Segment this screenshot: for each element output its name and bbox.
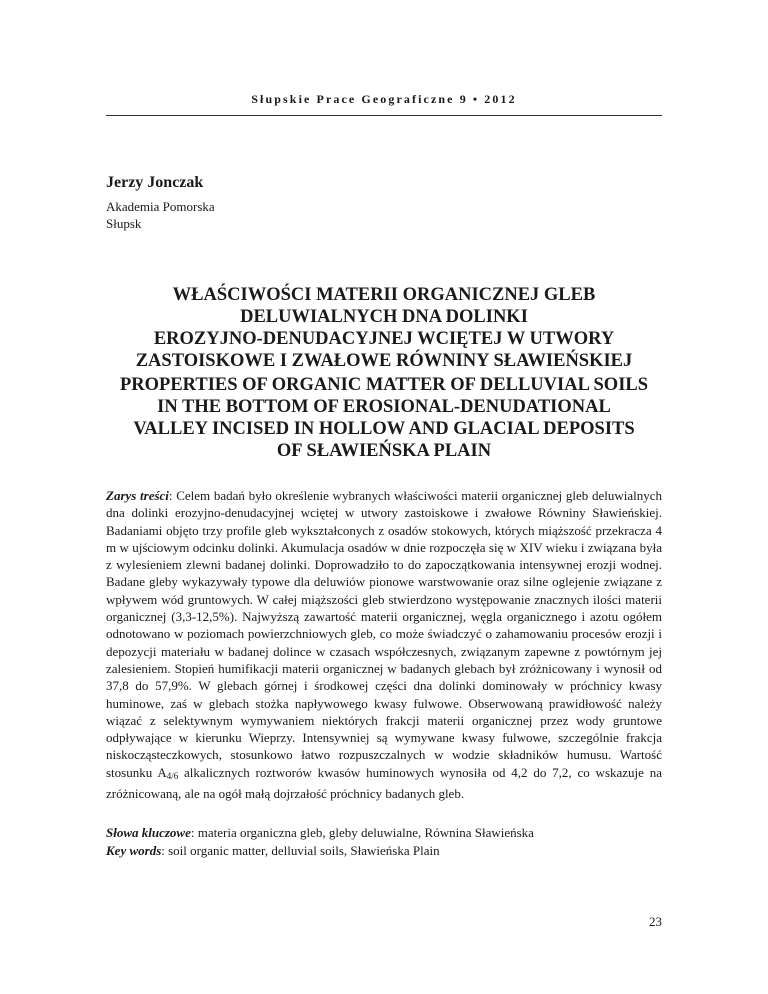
keywords-polish bbox=[106, 825, 534, 841]
abstract-text: : Celem badań było określenie wybranych właściwości materii organicznej gleb deluwialnych dna dolinki erozyjno-denudacyjnej wciętej w utwory zastoiskowe i zwałowe Równiny Sławieńskiej. Badaniami objęto trzy profile gleb wykształconych z osadów stokowych, których miąższość przekracza 4 m w ujściowym odcinku dolinki. Akumulacja osadów w dnie rozpoczęła się w XIV wieku i związana była z wylesieniem zlewni badanej dolinki. Doprowadziło to do zapoczątkowania intensywnej erozji wodnej. Badane gleby wykazywały typowe dla deluwiów pionowe warstwowanie oraz silne oglejenie związane z wpływem wód gruntowych. W całej miąższości gleb stwierdzono występowanie znacznych ilości materii organicznej (3,3-12,5%). Najwyższą zawartość materii organicznej, węgla organicznego i azotu ogółem odnotowano w poziomach powierzchniowych gleb, co może świadczyć o zahamowaniu procesów erozji i depozycji materiału w badanej dolince w czasach współczesnych, związanym zapewne z powtórnym jej zalesieniem. Stopień humifikacji materii organicznej w badanych glebach był zróżnicowany i wynosił od 37,8 do 57,9%. W glebach górnej i środkowej części dna dolinki dominowały w próchnicy kwasy huminowe, zaś w glebach stożka napływowego kwasy fulwowe. Obserwowaną prawidłowość należy wiązać z selektywnym wymywaniem niektórych frakcji materii organicznej przez wody gruntowe odpływające w kierunku Wieprzy. Intensywniej są wymywane kwasy fulwowe, szczególnie frakcja niskocząsteczkowych, stosunkowo łatwo rozpuszczalnych w wodzie składników humusu. Wartość stosunku A bbox=[106, 488, 662, 780]
title-en-line: VALLEY INCISED IN HOLLOW AND GLACIAL DEPOSITS bbox=[133, 419, 635, 439]
keywords-en-label: Key words bbox=[106, 843, 162, 858]
abstract-text-end: alkalicznych roztworów kwasów huminowych wynosiła od 4,2 do 7,2, co wskazuje na zróżnicowaną, ale na ogół małą dojrzałość próchnicy badanych gleb. bbox=[106, 764, 663, 802]
abstract bbox=[106, 487, 662, 802]
author-city: Słupsk bbox=[106, 216, 142, 231]
title-pl-line: DELUWIALNYCH DNA DOLINKI bbox=[240, 307, 528, 327]
author-name: Jerzy Jonczak bbox=[106, 174, 204, 191]
keywords-pl-text: : materia organiczna gleb, gleby deluwialne, Równina Sławieńska bbox=[190, 825, 534, 840]
page-number: 23 bbox=[649, 914, 662, 929]
keywords-en-text: : soil organic matter, delluvial soils, Sławieńska Plain bbox=[161, 843, 440, 858]
author-affiliation: Akademia Pomorska bbox=[106, 199, 215, 214]
title-pl-line: ZASTOISKOWE I ZWAŁOWE RÓWNINY SŁAWIEŃSKIEJ bbox=[135, 351, 633, 371]
abstract-label: Zarys treści bbox=[106, 488, 169, 503]
header-rule bbox=[106, 115, 662, 116]
title-en-line: OF SŁAWIEŃSKA PLAIN bbox=[276, 441, 492, 461]
title-pl-line: EROZYJNO-DENUDACYJNEJ WCIĘTEJ W UTWORY bbox=[153, 329, 615, 349]
keywords-english bbox=[106, 843, 440, 859]
keywords-pl-label: Słowa kluczowe bbox=[106, 825, 191, 840]
journal-header: Słupskie Prace Geograficzne 9 • 2012 bbox=[251, 92, 517, 106]
title-en-line: PROPERTIES OF ORGANIC MATTER OF DELLUVIAL SOILS bbox=[119, 375, 649, 395]
title-english bbox=[106, 374, 662, 462]
abstract-subscript: 4/6 bbox=[166, 770, 179, 781]
title-en-line: IN THE BOTTOM OF EROSIONAL-DENUDATIONAL bbox=[157, 397, 611, 417]
title-pl-line: WŁAŚCIWOŚCI MATERII ORGANICZNEJ GLEB bbox=[172, 285, 596, 305]
title-polish bbox=[106, 284, 662, 372]
